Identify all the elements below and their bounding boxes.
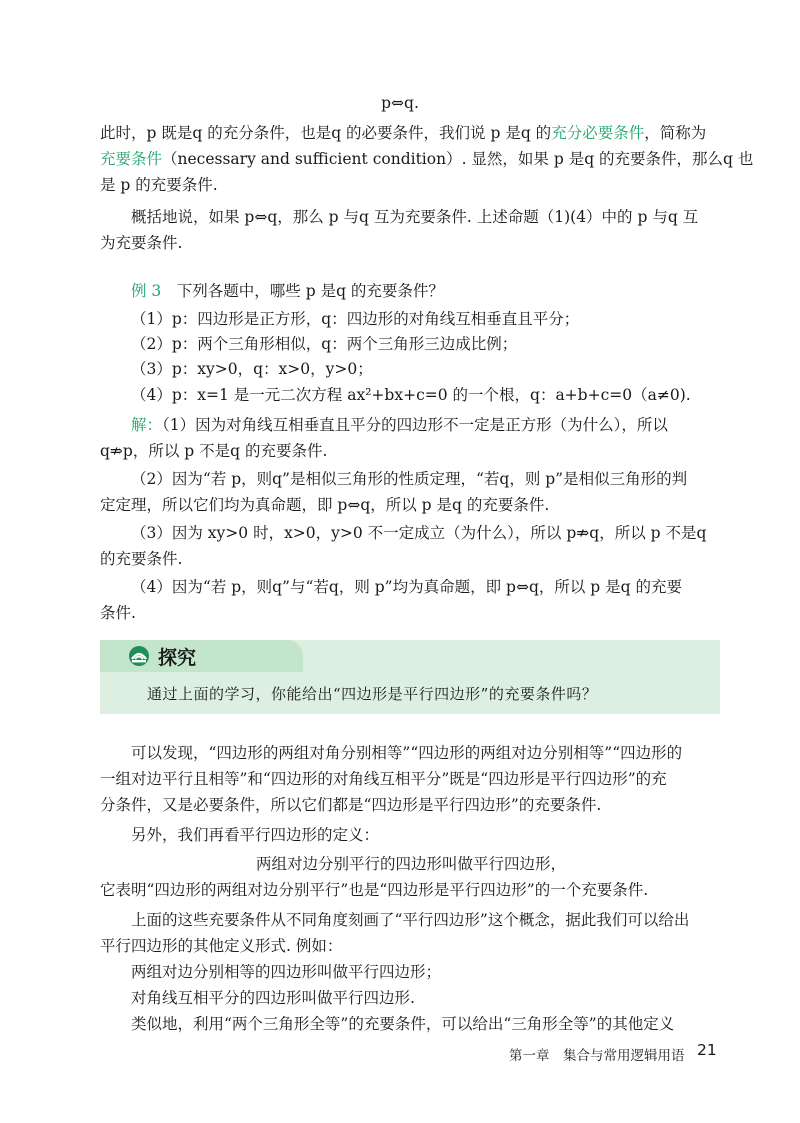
text-line: 为充要条件. [100, 234, 183, 252]
highlight-term: 充要条件 [100, 150, 163, 168]
explore-title: 探究 [158, 647, 197, 669]
text-line: （3）p：xy>0，q：x>0，y>0； [131, 360, 373, 378]
text-segment: （1）因为对角线互相垂直且平分的四边形不一定是正方形（为什么），所以 [162, 416, 668, 434]
text-line: （4）p：x=1 是一元二次方程 ax²+bx+c=0 的一个根，q：a+b+c=0（a≠0). [131, 386, 691, 404]
footer-chapter: 第一章 集合与常用逻辑用语 [509, 1048, 685, 1064]
highlight-term: 解： [131, 416, 163, 434]
text-line: （4）因为“若 p，则q”与“若q，则 p”均为真命题，即 p⇔q，所以 p 是q 的充要 [131, 578, 682, 596]
text-line: （1）p：四边形是正方形，q：四边形的对角线互相垂直且平分； [131, 310, 580, 328]
text-line: 是 p 的充要条件. [100, 176, 218, 194]
text-line: 平行四边形的其他定义形式. 例如： [100, 937, 343, 955]
text-line: 条件. [100, 604, 136, 622]
text-line: （3）因为 xy>0 时，x>0，y>0 不一定成立（为什么），所以 p⇏q，所以 p 不是q [131, 524, 707, 542]
text-line [100, 122, 706, 144]
text-line: 上面的这些充要条件从不同角度刻画了“平行四边形”这个概念，据此我们可以给出 [131, 911, 690, 929]
text-line [100, 148, 753, 170]
explore-icon [128, 645, 150, 667]
text-line: 一组对边平行且相等”和“四边形的对角线互相平分”既是“四边形是平行四边形”的充 [100, 770, 667, 788]
text-line: 可以发现，“四边形的两组对角分别相等”“四边形的两组对边分别相等”“四边形的 [131, 744, 683, 762]
text-line: 对角线互相平分的四边形叫做平行四边形. [131, 989, 415, 1007]
text-line: 它表明“四边形的两组对边分别平行”也是“四边形是平行四边形”的一个充要条件. [100, 881, 649, 899]
text-line: 分条件，又是必要条件，所以它们都是“四边形是平行四边形”的充要条件. [100, 796, 602, 814]
text-segment: 此时，p 既是q 的充分条件，也是q 的必要条件，我们说 p 是q 的 [100, 124, 552, 142]
text-segment: 下列各题中，哪些 p 是q 的充要条件？ [161, 282, 444, 300]
text-line: 两组对边分别平行的四边形叫做平行四边形， [256, 855, 567, 873]
highlight-term: 例 3 [131, 282, 162, 300]
explore-question: 通过上面的学习，你能给出“四边形是平行四边形”的充要条件吗？ [147, 685, 598, 703]
page-number: 21 [697, 1041, 717, 1059]
text-line: （2）p：两个三角形相似，q：两个三角形三边成比例； [131, 335, 518, 353]
text-segment: ，简称为 [644, 124, 707, 142]
text-line: 概括地说，如果 p⇔q，那么 p 与q 互为充要条件. 上述命题（1)(4）中的 p 与q 互 [131, 208, 699, 226]
text-line: （2）因为“若 p，则q”是相似三角形的性质定理，“若q，则 p”是相似三角形的判 [131, 470, 688, 488]
text-line: 的充要条件. [100, 550, 183, 568]
text-line: 定定理，所以它们均为真命题，即 p⇔q，所以 p 是q 的充要条件. [100, 496, 550, 514]
text-line: q⇏p，所以 p 不是q 的充要条件. [100, 442, 328, 460]
text-segment: （necessary and sufficient condition）. 显然，如果 p 是q 的充要条件，那么q 也 [162, 150, 754, 168]
text-line: 两组对边分别相等的四边形叫做平行四边形； [131, 963, 442, 981]
text-line: p⇔q. [381, 94, 419, 112]
highlight-term: 充分必要条件 [551, 124, 645, 142]
text-line: 类似地，利用“两个三角形全等”的充要条件，可以给出“三角形全等”的其他定义 [131, 1015, 675, 1033]
text-line: 另外，我们再看平行四边形的定义： [131, 826, 380, 844]
text-line [131, 280, 444, 302]
text-line [131, 414, 668, 436]
